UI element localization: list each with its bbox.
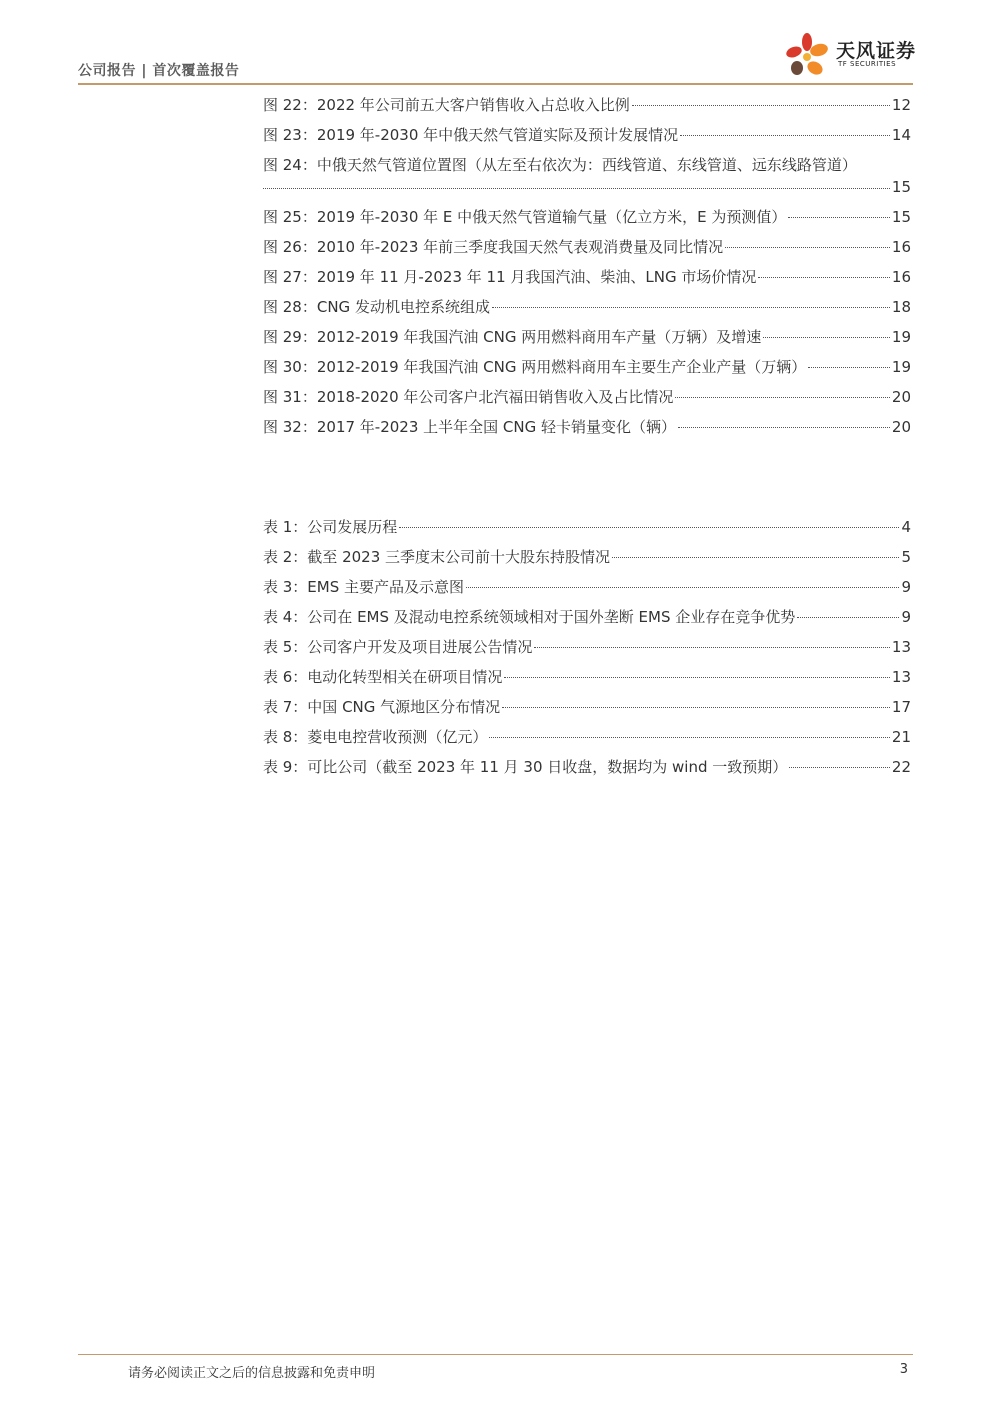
toc-entry-label: 图 26：2010 年-2023 年前三季度我国天然气表观消费量及同比情况 xyxy=(263,238,724,256)
leader-dots xyxy=(797,617,899,618)
toc-entry[interactable] xyxy=(263,322,911,352)
toc-entry-label: 图 29：2012-2019 年我国汽油 CNG 两用燃料商用车产量（万辆）及增速 xyxy=(263,328,762,346)
report-type-title: 公司报告 | 首次覆盖报告 xyxy=(78,63,240,79)
toc-entry[interactable] xyxy=(263,90,911,120)
toc-entry-label: 表 7：中国 CNG 气源地区分布情况 xyxy=(263,698,501,716)
toc-entry-page: 20 xyxy=(891,388,911,406)
toc-entry-page: 13 xyxy=(891,668,911,686)
toc-entry-page: 17 xyxy=(891,698,911,716)
toc-entry[interactable] xyxy=(263,202,911,232)
toc-entry-label: 表 2：截至 2023 三季度末公司前十大股东持股情况 xyxy=(263,548,611,566)
leader-dots xyxy=(632,105,890,106)
toc-entry[interactable] xyxy=(263,572,911,602)
toc-entry-page: 4 xyxy=(901,518,911,536)
toc-entry-page: 22 xyxy=(891,758,911,776)
tf-securities-logo xyxy=(781,30,917,82)
leader-dots xyxy=(763,337,890,338)
flower-logo-icon xyxy=(781,30,833,82)
leader-dots xyxy=(678,427,890,428)
toc-entry-page: 9 xyxy=(901,578,911,596)
toc-entry[interactable] xyxy=(263,232,911,262)
toc-entry[interactable] xyxy=(263,150,911,202)
toc-entry-label: 表 1：公司发展历程 xyxy=(263,518,398,536)
logo-english-text: TF SECURITIES xyxy=(838,60,897,68)
toc-entry-label: 图 22：2022 年公司前五大客户销售收入占总收入比例 xyxy=(263,96,630,114)
toc-entry-page: 16 xyxy=(891,238,911,256)
toc-entry[interactable] xyxy=(263,722,911,752)
logo-chinese-text: 天风证券 xyxy=(836,40,917,62)
leader-dots xyxy=(758,277,890,278)
toc-entry-label: 表 6：电动化转型相关在研项目情况 xyxy=(263,668,503,686)
footer-rule xyxy=(78,1354,913,1355)
toc-entry-label: 表 9：可比公司（截至 2023 年 11 月 30 日收盘，数据均为 wind 一致预期） xyxy=(263,758,788,776)
page-header xyxy=(78,40,917,84)
leader-dots xyxy=(612,557,899,558)
toc-entry[interactable] xyxy=(263,692,911,722)
leader-dots xyxy=(489,737,890,738)
leader-dots xyxy=(492,307,890,308)
toc-entry-page: 5 xyxy=(901,548,911,566)
leader-dots xyxy=(788,217,889,218)
leader-dots xyxy=(399,527,899,528)
toc-entry[interactable] xyxy=(263,412,911,442)
toc-entry-page: 21 xyxy=(891,728,911,746)
toc-entry[interactable] xyxy=(263,382,911,412)
toc-entry[interactable] xyxy=(263,120,911,150)
toc-entry-page: 16 xyxy=(891,268,911,286)
toc-entry-label: 表 3：EMS 主要产品及示意图 xyxy=(263,578,465,596)
toc-entry[interactable] xyxy=(263,602,911,632)
page-number: 3 xyxy=(899,1362,908,1377)
toc-entry-page: 15 xyxy=(891,208,911,226)
toc-entry-label: 图 31：2018-2020 年公司客户北汽福田销售收入及占比情况 xyxy=(263,388,674,406)
toc-entry-page: 9 xyxy=(901,608,911,626)
toc-entry-label: 图 32：2017 年-2023 上半年全国 CNG 轻卡销量变化（辆） xyxy=(263,418,677,436)
leader-dots xyxy=(466,587,899,588)
toc-entry[interactable] xyxy=(263,512,911,542)
toc-entry-label: 表 5：公司客户开发及项目进展公告情况 xyxy=(263,638,533,656)
header-rule xyxy=(78,83,913,85)
toc-entry-page: 12 xyxy=(891,96,911,114)
toc-entry-label: 图 25：2019 年-2030 年 E 中俄天然气管道输气量（亿立方米，E 为预测值） xyxy=(263,208,787,226)
leader-dots xyxy=(680,135,890,136)
toc-entry-page: 14 xyxy=(891,126,911,144)
toc-entry-label: 图 30：2012-2019 年我国汽油 CNG 两用燃料商用车主要生产企业产量（万辆） xyxy=(263,358,807,376)
toc-entry-label: 图 23：2019 年-2030 年中俄天然气管道实际及预计发展情况 xyxy=(263,126,679,144)
leader-dots xyxy=(789,767,890,768)
leader-dots xyxy=(263,188,890,189)
leader-dots xyxy=(808,367,890,368)
toc-entry-page: 19 xyxy=(891,358,911,376)
toc-entry-page: 20 xyxy=(891,418,911,436)
toc-entry-page: 15 xyxy=(891,178,911,196)
footer-disclaimer: 请务必阅读正文之后的信息披露和免责申明 xyxy=(128,1366,376,1381)
toc-entry-label: 图 28：CNG 发动机电控系统组成 xyxy=(263,298,490,316)
table-list xyxy=(263,512,911,782)
leader-dots xyxy=(534,647,890,648)
leader-dots xyxy=(502,707,890,708)
toc-entry-page: 18 xyxy=(891,298,911,316)
toc-entry[interactable] xyxy=(263,752,911,782)
toc-entry[interactable] xyxy=(263,632,911,662)
figure-list xyxy=(263,90,911,442)
leader-dots xyxy=(675,397,890,398)
toc-entry[interactable] xyxy=(263,542,911,572)
toc-entry-page: 19 xyxy=(891,328,911,346)
leader-dots xyxy=(504,677,890,678)
toc-entry[interactable] xyxy=(263,662,911,692)
toc-entry-label: 表 8：菱电电控营收预测（亿元） xyxy=(263,728,488,746)
toc-entry[interactable] xyxy=(263,352,911,382)
toc-entry-label: 图 27：2019 年 11 月-2023 年 11 月我国汽油、柴油、LNG 市场价情况 xyxy=(263,268,757,286)
toc-entry[interactable] xyxy=(263,292,911,322)
toc-entry-page: 13 xyxy=(891,638,911,656)
toc-entry[interactable] xyxy=(263,262,911,292)
leader-dots xyxy=(725,247,890,248)
toc-entry-label: 图 24：中俄天然气管道位置图（从左至右依次为：西线管道、东线管道、远东线路管道） xyxy=(263,156,857,174)
toc-entry-label: 表 4：公司在 EMS 及混动电控系统领域相对于国外垄断 EMS 企业存在竞争优势 xyxy=(263,608,796,626)
